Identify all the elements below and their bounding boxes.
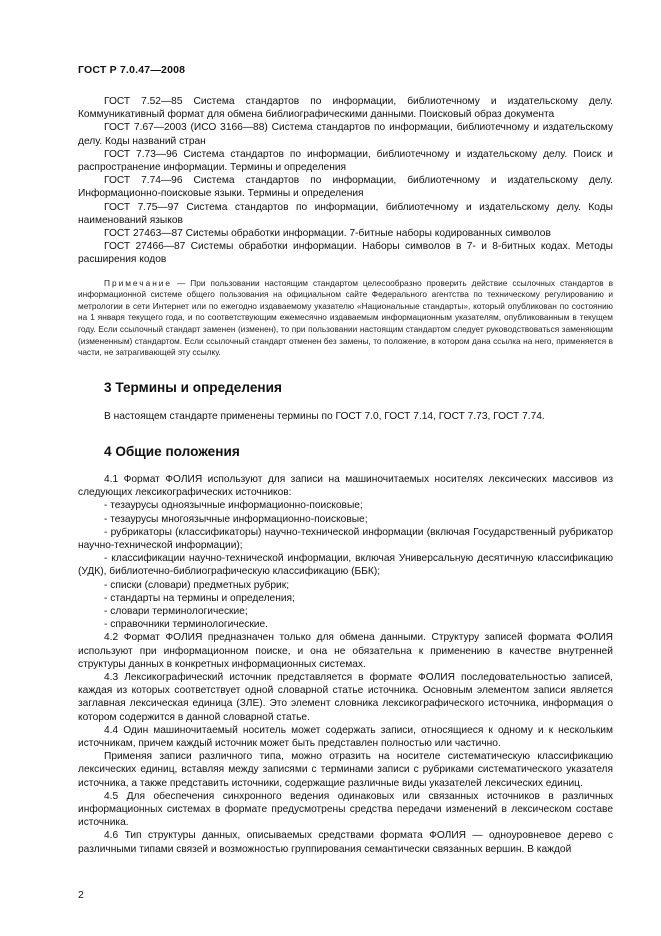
- reference-item: ГОСТ 27466—87 Системы обработки информации. Наборы символов в 7- и 8-битных кодах. Методы расширения кодов: [78, 241, 613, 266]
- paragraph: 4.6 Тип структуры данных, описываемых средствами формата ФОЛИЯ — одноуровневое дерево с различными типами связей и возможностью группирования семантически связанных вершин. В каждой: [78, 830, 613, 855]
- note-text: — При пользовании настоящим стандартом целесообразно проверить действие ссылочных стандартов в информационной системе общего пользования на официальном сайте Федерального агентства по техническому регулированию и метрологии в сети Интернет или по ежегодно издаваемому указателю «Национальные стандарты», который опубликован по состоянию на 1 января текущего года, и по соответствующим ежемесячно издаваемым информационным указателям, опубликованным в текущем году. Если ссылочный стандарт заменен (изменен), то при пользовании настоящим стандартом следует руководствоваться заменяющим (измененным) стандартом. Если ссылочный стандарт отменен без замены, то положение, в котором дана ссылка на него, применяется в части, не затрагивающей эту ссылку.: [78, 277, 613, 358]
- list-item: - списки (словари) предметных рубрик;: [104, 579, 290, 591]
- list-item: - тезаурусы одноязычные информационно-поисковые;: [104, 500, 363, 512]
- normative-references: [78, 95, 613, 267]
- reference-item: ГОСТ 27463—87 Системы обработки информации. 7-битные наборы кодированных символов: [104, 228, 551, 240]
- list-item: - стандарты на термины и определения;: [104, 592, 295, 604]
- section-3-text: В настоящем стандарте применены термины по ГОСТ 7.0, ГОСТ 7.14, ГОСТ 7.73, ГОСТ 7.74.: [104, 410, 545, 422]
- reference-item: ГОСТ 7.67—2003 (ИСО 3166—88) Система стандартов по информации, библиотечному и издательскому делу. Коды названий стран: [78, 122, 613, 147]
- list-item: - справочники терминологические.: [104, 619, 268, 631]
- list-item: - тезаурусы многоязычные информационно-поисковые;: [104, 513, 368, 525]
- reference-item: ГОСТ 7.52—85 Система стандартов по информации, библиотечному и издательскому делу. Коммуникативный формат для обмена библиографическими данными. Поисковый образ документа: [78, 96, 613, 121]
- section-4-body: [78, 473, 613, 856]
- paragraph: Применяя записи различного типа, можно отразить на носителе систематическую классификацию лексических единиц, вставляя между записями с терминами записи с рубриками систематического указателя источника, а также представить источники, содержащие различные виды указателей лексических единиц.: [78, 751, 613, 789]
- reference-item: ГОСТ 7.75—97 Система стандартов по информации, библиотечному и издательскому делу. Коды наименований языков: [78, 201, 613, 226]
- note-label: Примечание: [104, 277, 173, 288]
- paragraph: 4.5 Для обеспечения синхронного ведения одинаковых или связанных источников в различных информационных системах в формате предусмотрены средства передачи изменений в лексическом составе источника.: [78, 790, 613, 829]
- note-paragraph: [78, 278, 613, 359]
- paragraph: 4.1 Формат ФОЛИЯ используют для записи на машиночитаемых носителях лексических массивов из следующих лексикографических источников:: [78, 474, 613, 499]
- paragraph: 4.2 Формат ФОЛИЯ предназначен только для обмена данными. Структуру записей формата ФОЛИЯ используют при информационном поиске, и она не обязательна к применению в качестве внутренней структуры данных в конкретных информационных системах.: [78, 632, 613, 670]
- paragraph: 4.4 Один машиночитаемый носитель может содержать записи, относящиеся к одному и к нескольким источникам, причем каждый источник может быть представлен полностью или частично.: [78, 724, 613, 750]
- list-item: - рубрикаторы (классификаторы) научно-технической информации (включая Государственный рубрикатор научно-технической информации);: [78, 526, 613, 552]
- list-item: - классификации научно-технической информации, включая Универсальную десятичную классификацию (УДК), библиотечно-библиографическую классификацию (ББК);: [78, 553, 613, 578]
- list-item: - словари терминологические;: [104, 606, 248, 618]
- page-content: [78, 95, 613, 856]
- section-4-title: 4 Общие положения: [104, 444, 240, 459]
- paragraph: 4.3 Лексикографический источник представляется в формате ФОЛИЯ последовательностью записей, каждая из которых соответствует одной словарной статье источника. Основным элементом записи является заглавная лексическая единица (ЗЛЕ). Это элемент словника лексикографического источника, информация о котором содержится в данной словарной статье.: [78, 672, 613, 723]
- reference-item: ГОСТ 7.74—96 Система стандартов по информации, библиотечному и издательскому делу. Информационно-поисковые языки. Термины и определения: [78, 175, 613, 200]
- section-3-title: 3 Термины и определения: [104, 379, 282, 395]
- reference-item: ГОСТ 7.73—96 Система стандартов по информации, библиотечному и издательскому делу. Поиск и распространение информации. Термины и определения: [78, 148, 613, 174]
- document-header: ГОСТ Р 7.0.47—2008: [78, 64, 186, 76]
- page-number: 2: [78, 889, 84, 901]
